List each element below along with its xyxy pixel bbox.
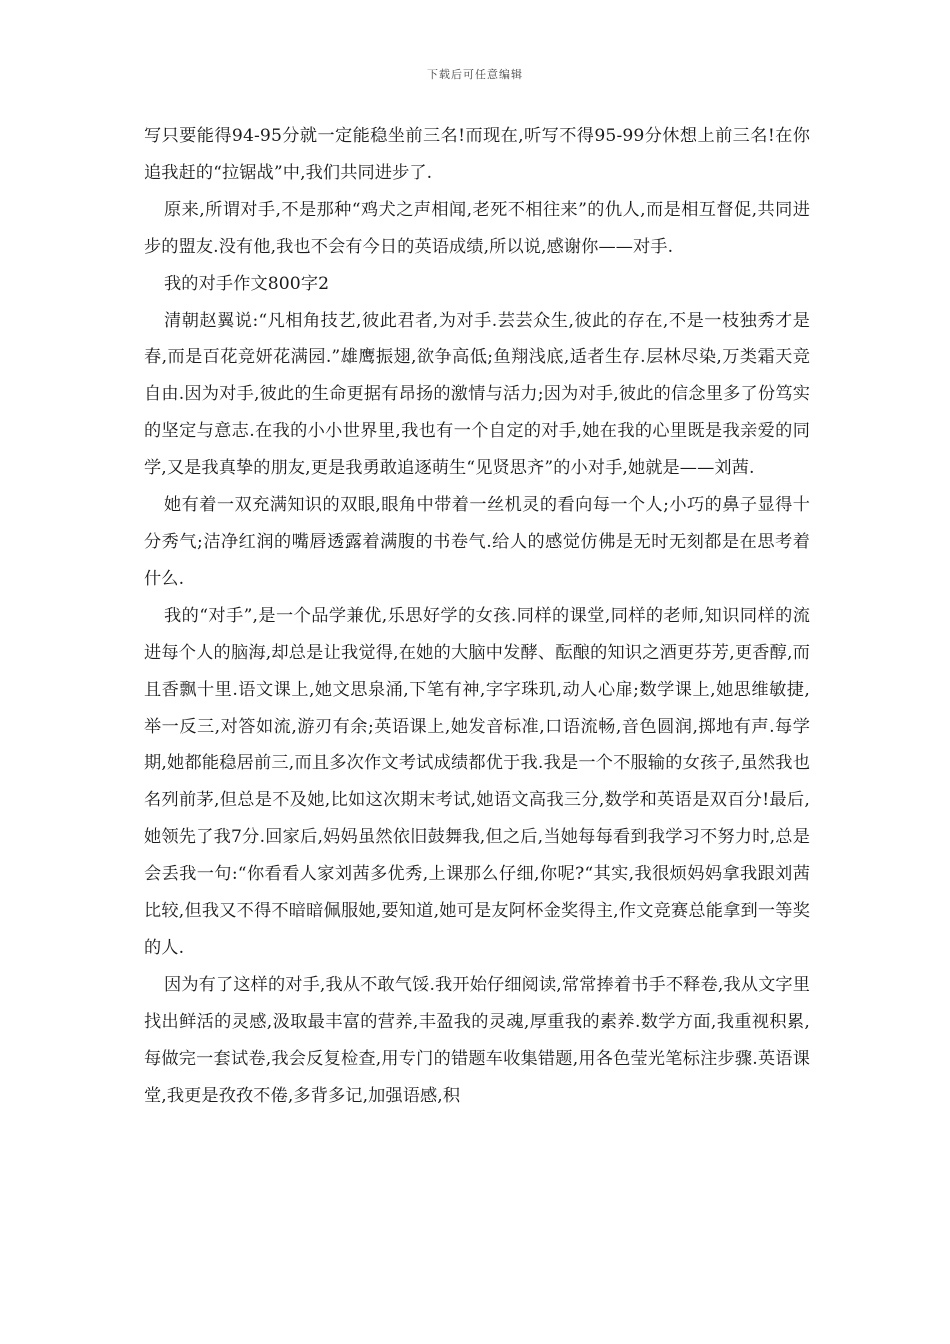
paragraph: 写只要能得94-95分就一定能稳坐前三名!而现在,听写不得95-99分休想上前三名!在你追我赶的“拉锯战”中,我们共同进步了.: [144, 126, 810, 183]
paragraph: 我的“对手”,是一个品学兼优,乐思好学的女孩.同样的课堂,同样的老师,知识同样的流进每个人的脑海,却总是让我觉得,在她的大脑中发酵、酝酿的知识之酒更芬芳,更香醇,而且香飘十里.语文课上,她文思泉涌,下笔有神,字字珠玑,动人心扉;数学课上,她思维敏捷,举一反三,对答如流,游刃有余;英语课上,她发音标准,口语流畅,音色圆润,掷地有声.每学期,她都能稳居前三,而且多次作文考试成绩都优于我.我是一个不服输的女孩子,虽然我也名列前茅,但总是不及她,比如这次期末考试,她语文高我三分,数学和英语是双百分!最后,她领先了我7分.回家后,妈妈虽然依旧鼓舞我,但之后,当她每每看到我学习不努力时,总是会丢我一句:“你看看人家刘茜多优秀,上课那么仔细,你呢?“其实,我很烦妈妈拿我跟刘茜比较,但我又不得不暗暗佩服她,要知道,她可是友阿杯金奖得主,作文竞赛总能拿到一等奖的人.: [144, 605, 810, 958]
article-body: [144, 118, 810, 1114]
paragraph: 原来,所谓对手,不是那种“鸡犬之声相闻,老死不相往来”的仇人,而是相互督促,共同进步的盟友.没有他,我也不会有今日的英语成绩,所以说,感谢你——对手.: [144, 199, 810, 257]
paragraph: 她有着一双充满知识的双眼,眼角中带着一丝机灵的看向每一个人;小巧的鼻子显得十分秀气;洁净红润的嘴唇透露着满腹的书卷气.给人的感觉仿佛是无时无刻都是在思考着什么.: [144, 495, 810, 589]
page-header: 下载后可任意编辑: [427, 68, 523, 81]
paragraph: 因为有了这样的对手,我从不敢气馁.我开始仔细阅读,常常捧着书手不释卷,我从文字里找出鲜活的灵感,汲取最丰富的营养,丰盈我的灵魂,厚重我的素养.数学方面,我重视积累,每做完一套试卷,我会反复检查,用专门的错题车收集错题,用各色莹光笔标注步骤.英语课堂,我更是孜孜不倦,多背多记,加强语感,积: [144, 974, 810, 1106]
section-heading: 我的对手作文800字2: [164, 273, 330, 294]
paragraph: 清朝赵翼说:“凡相角技艺,彼此君者,为对手.芸芸众生,彼此的存在,不是一枝独秀才是春,而是百花竞妍花满园.”雄鹰振翅,欲争高低;鱼翔浅底,适者生存.层林尽染,万类霜天竞自由.因为对手,彼此的生命更据有昂扬的激情与活力;因为对手,彼此的信念里多了份笃实的坚定与意志.在我的小小世界里,我也有一个自定的对手,她在我的心里既是我亲爱的同学,又是我真挚的朋友,更是我勇敢追逐萌生“见贤思齐”的小对手,她就是——刘茜.: [144, 310, 810, 479]
